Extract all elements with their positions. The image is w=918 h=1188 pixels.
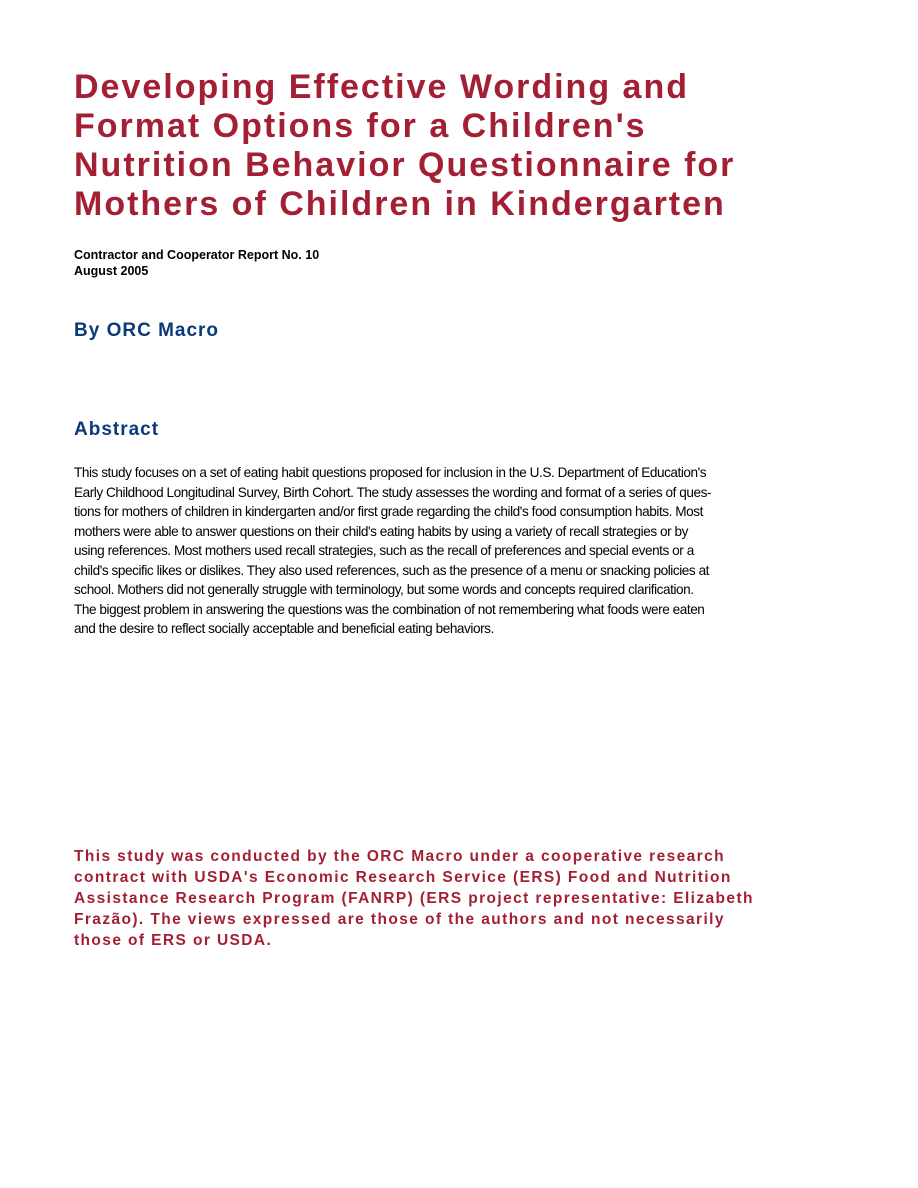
disclaimer-line: those of ERS or USDA. [74, 932, 273, 949]
disclaimer-line: This study was conducted by the ORC Macro under a cooperative research [74, 848, 725, 865]
abstract-text [74, 463, 854, 639]
report-number: Contractor and Cooperator Report No. 10 [74, 248, 320, 262]
abstract-line: This study focuses on a set of eating habit questions proposed for inclusion in the U.S. Department of Education's [74, 465, 707, 480]
report-meta [74, 247, 319, 279]
report-date: August 2005 [74, 264, 149, 278]
disclaimer-text [74, 846, 864, 951]
abstract-line: The biggest problem in answering the questions was the combination of not remembering what foods were eaten [74, 601, 705, 617]
abstract-line: child's specific likes or dislikes. They also used references, such as the presence of a menu or snacking policies at [74, 562, 710, 578]
report-title-line: Nutrition Behavior Questionnaire for [74, 146, 736, 184]
report-title-line: Developing Effective Wording and [74, 68, 689, 106]
abstract-line: mothers were able to answer questions on their child's eating habits by using a variety of recall strategies or by [74, 523, 688, 539]
abstract-line: and the desire to reflect socially acceptable and beneficial eating behaviors. [74, 621, 494, 636]
abstract-line: using references. Most mothers used recall strategies, such as the recall of preferences and special events or a [74, 543, 694, 558]
abstract-line: school. Mothers did not generally struggle with terminology, but some words and concepts required clarification. [74, 582, 694, 597]
abstract-heading: Abstract [74, 419, 160, 440]
abstract-line: Early Childhood Longitudinal Survey, Birth Cohort. The study assesses the wording and format of a series of ques- [74, 484, 712, 500]
report-title-line: Mothers of Children in Kindergarten [74, 185, 726, 223]
author-byline: By ORC Macro [74, 320, 220, 341]
report-title-line: Format Options for a Children's [74, 107, 647, 145]
disclaimer-line: Assistance Research Program (FANRP) (ERS project representative: Elizabeth [74, 890, 754, 907]
disclaimer-line: contract with USDA's Economic Research Service (ERS) Food and Nutrition [74, 869, 732, 886]
abstract-line: tions for mothers of children in kindergarten and/or first grade regarding the child's food consumption habits. Most [74, 504, 703, 519]
disclaimer-line: Frazão). The views expressed are those of the authors and not necessarily [74, 911, 725, 928]
report-title [74, 68, 874, 224]
